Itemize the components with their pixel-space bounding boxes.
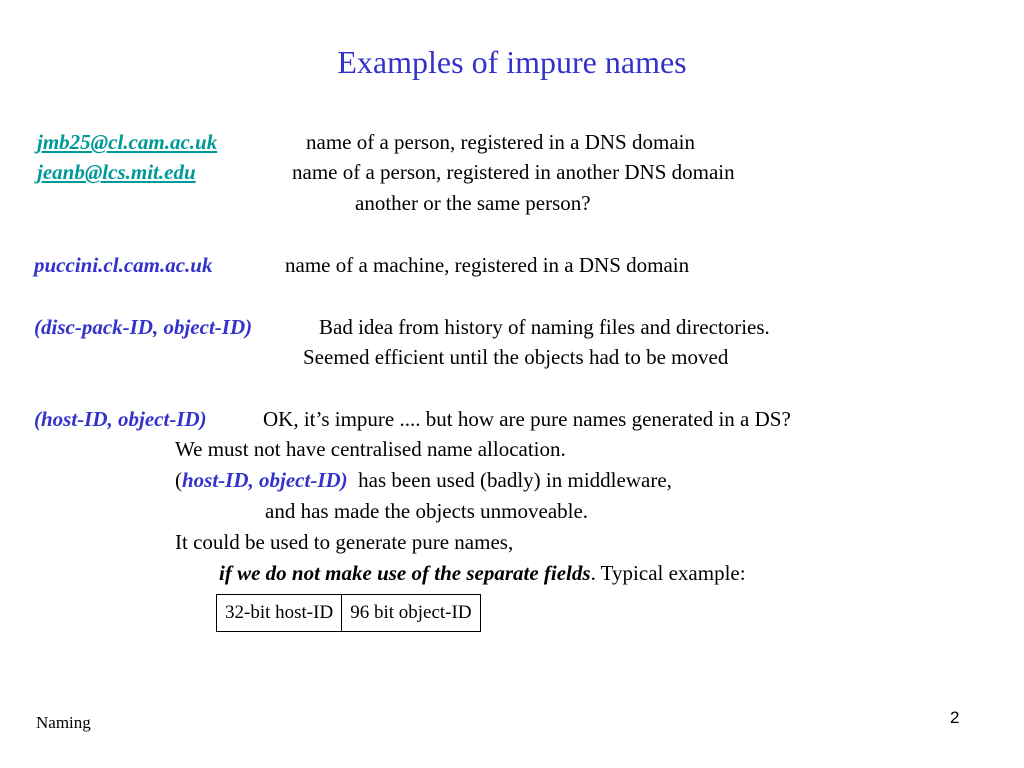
host-line-6 — [219, 560, 746, 586]
disc-term: (disc-pack-ID, object-ID) — [34, 315, 253, 339]
email-desc-2: name of a person, registered in another DNS domain — [292, 160, 735, 184]
disc-line-2: Seemed efficient until the objects had to be moved — [303, 345, 729, 369]
host-line-6-emph: if we do not make use of the separate fields — [219, 561, 591, 585]
host-line-2: We must not have centralised name allocation. — [175, 437, 566, 461]
host-term: (host-ID, object-ID) — [34, 407, 207, 431]
host-line-3 — [175, 467, 672, 493]
host-line-1: OK, it’s impure .... but how are pure names generated in a DS? — [263, 407, 791, 431]
machine-term: puccini.cl.cam.ac.uk — [34, 253, 213, 277]
email-link-1[interactable]: jmb25@cl.cam.ac.uk — [37, 130, 218, 154]
disc-line-1: Bad idea from history of naming files and directories. — [319, 315, 770, 339]
email-example-1 — [37, 129, 217, 155]
id-format-box — [216, 594, 481, 632]
host-line-3-rest: has been used (badly) in middleware, — [358, 468, 672, 492]
email-link-2[interactable]: jeanb@lcs.mit.edu — [37, 160, 196, 184]
page-number: 2 — [950, 708, 960, 727]
host-line-3-open: ( — [175, 468, 182, 492]
host-line-4: and has made the objects unmoveable. — [265, 499, 589, 523]
host-id-cell: 32-bit host-ID — [225, 602, 334, 623]
host-line-6-rest: . Typical example: — [590, 561, 746, 585]
footer-label: Naming — [36, 713, 91, 732]
host-line-5: It could be used to generate pure names, — [175, 530, 514, 554]
slide-title: Examples of impure names — [337, 44, 687, 80]
email-desc-1: name of a person, registered in a DNS domain — [306, 130, 695, 154]
email-example-2 — [37, 159, 196, 185]
host-line-3-term: host-ID, object-ID) — [182, 468, 348, 492]
email-question: another or the same person? — [355, 191, 591, 215]
machine-desc: name of a machine, registered in a DNS domain — [285, 253, 690, 277]
object-id-cell: 96 bit object-ID — [341, 595, 479, 631]
